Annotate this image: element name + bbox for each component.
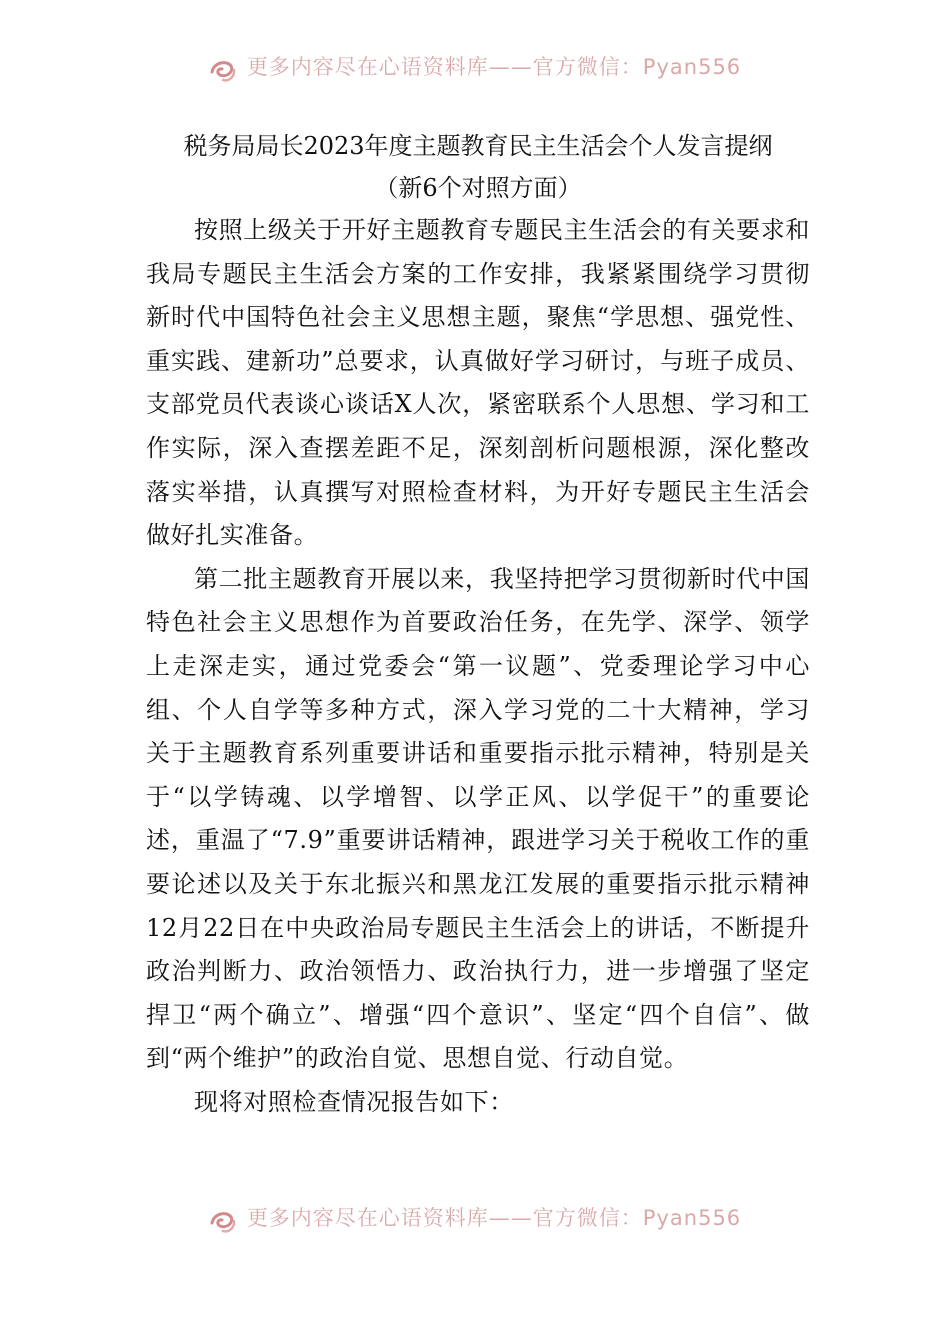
footer-watermark (0, 1205, 950, 1239)
paragraph-intro: 按照上级关于开好主题教育专题民主生活会的有关要求和我局专题民主生活会方案的工作安排，我紧紧围绕学习贯彻新时代中国特色社会主义思想主题，聚焦“学思想、强党性、重实践、建新功”总要求，认真做好学习研讨，与班子成员、支部党员代表谈心谈话X人次，紧密联系个人思想、学习和工作实际，深入查摆差距不足，深刻剖析问题根源，深化整改落实举措，认真撰写对照检查材料，为开好专题民主生活会做好扎实准备。 (146, 216, 810, 550)
watermark-text: 更多内容尽在心语资料库——官方微信：Pyan556 (246, 55, 742, 79)
document-subtitle: （新6个对照方面） (374, 174, 582, 202)
paragraph-report-lead: 现将对照检查情况报告如下： (194, 1087, 514, 1116)
header-watermark (0, 54, 950, 88)
swirl-logo-icon (209, 1209, 237, 1235)
paragraph-study: 第二批主题教育开展以来，我坚持把学习贯彻新时代中国特色社会主义思想作为首要政治任务，在先学、深学、领学上走深走实，通过党委会“第一议题”、党委理论学习中心组、个人自学等多种方式，深入学习党的二十大精神，学习关于主题教育系列重要讲话和重要指示批示精神，特别是关于“以学铸魂、以学增智、以学正风、以学促干”的重要论述，重温了“7.9”重要讲话精神，跟进学习关于税收工作的重要论述以及关于东北振兴和黑龙江发展的重要指示批示精神12月22日在中央政治局专题民主生活会上的讲话，不断提升政治判断力、政治领悟力、政治执行力，进一步增强了坚定捍卫“两个确立”、增强“四个意识”、坚定“四个自信”、做到“两个维护”的政治自觉、思想自觉、行动自觉。 (146, 564, 810, 1073)
swirl-logo-icon (209, 58, 237, 84)
document-body (146, 125, 810, 1124)
document-title: 税务局局长2023年度主题教育民主生活会个人发言提纲 (183, 132, 773, 160)
watermark-text: 更多内容尽在心语资料库——官方微信：Pyan556 (246, 1206, 742, 1230)
